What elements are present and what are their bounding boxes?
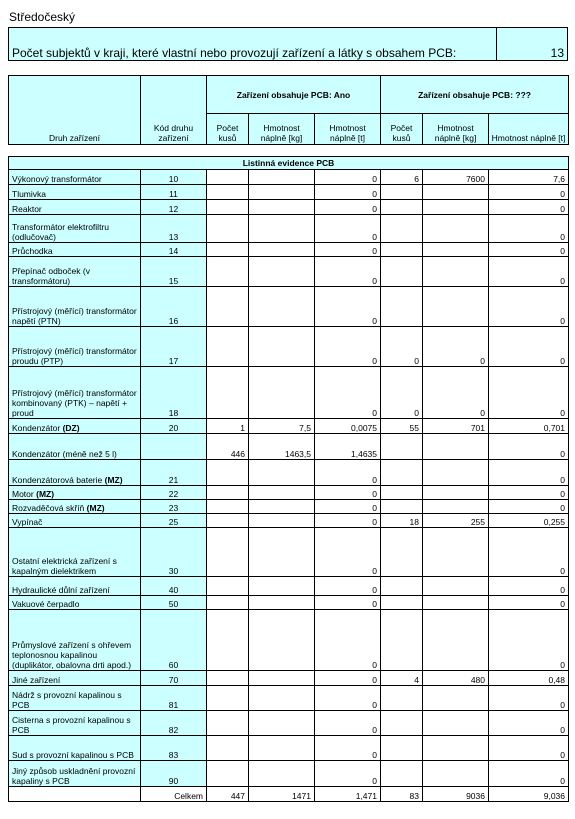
unknown-weight-t: 0 [489,686,569,711]
unknown-weight-kg [423,711,489,736]
unknown-weight-kg: 7600 [423,170,489,185]
unknown-weight-kg [423,200,489,215]
device-code [141,434,207,460]
table-row [9,185,569,200]
total-yes-count: 447 [207,787,249,802]
unknown-weight-kg [423,596,489,610]
table-row [9,577,569,596]
unknown-weight-kg [423,486,489,500]
unknown-weight-kg [423,287,489,327]
unknown-weight-t: 0 [489,460,569,486]
device-name [9,287,141,327]
yes-weight-kg [249,243,315,257]
yes-weight-kg [249,514,315,528]
unknown-weight-kg: 701 [423,419,489,434]
device-code: 11 [141,185,207,200]
unknown-weight-t: 0 [489,500,569,514]
total-label: Celkem [141,787,207,802]
device-name-text: Hydraulické důlní zařízení [12,585,110,595]
device-category-tag: (MZ) [36,489,55,499]
device-name-text: Kondenzátor [12,423,61,433]
device-name-text: Kondenzátorová baterie [12,475,103,485]
yes-weight-kg: 1463,5 [249,434,315,460]
unknown-weight-t: 0 [489,243,569,257]
yes-count [207,170,249,185]
total-row [9,787,569,802]
yes-weight-kg [249,327,315,367]
unknown-weight-kg [423,434,489,460]
table-row [9,486,569,500]
yes-count [207,671,249,686]
yes-weight-kg [249,367,315,419]
unknown-weight-t: 0 [489,257,569,287]
unknown-weight-t: 0 [489,327,569,367]
table-row [9,610,569,671]
table-row [9,460,569,486]
yes-count [207,243,249,257]
device-code: 30 [141,528,207,577]
device-name-text: Přístrojový (měřící) transformátor proudu (PTP) [12,346,137,366]
unknown-weight-kg: 480 [423,671,489,686]
unknown-count [381,486,423,500]
device-name [9,577,141,596]
header-unknown-weight-kg: Hmotnost náplně [kg] [423,114,489,145]
device-name-text: Transformátor elektrofiltru (odlučovač) [12,222,109,242]
table-row [9,327,569,367]
table-row [9,170,569,185]
yes-weight-kg [249,761,315,787]
device-name-text: Průmyslové zařízení s ohřevem teplonosnou kapalinou (duplikátor, obalovna drti apod.) [12,640,132,670]
unknown-weight-t: 0 [489,528,569,577]
device-name [9,711,141,736]
yes-weight-kg [249,287,315,327]
device-name [9,460,141,486]
device-name [9,514,141,528]
yes-count: 446 [207,434,249,460]
device-name-text: Jiné zařízení [12,675,61,685]
unknown-weight-t: 0,48 [489,671,569,686]
yes-count [207,486,249,500]
device-category-tag: (DZ) [62,423,80,433]
device-code: 14 [141,243,207,257]
table-row [9,215,569,243]
device-name-text: Výkonový transformátor [12,174,102,184]
yes-count [207,596,249,610]
yes-count [207,514,249,528]
yes-weight-t: 0 [315,610,381,671]
yes-count [207,185,249,200]
device-name-text: Tlumivka [12,189,47,199]
yes-count [207,577,249,596]
device-name-text: Přístrojový (měřící) transformátor napětí (PTN) [12,306,137,326]
unknown-weight-kg [423,686,489,711]
yes-weight-kg [249,528,315,577]
table-row [9,500,569,514]
table-row [9,711,569,736]
unknown-weight-t: 0 [489,215,569,243]
device-code: 23 [141,500,207,514]
unknown-count: 0 [381,327,423,367]
yes-weight-kg [249,596,315,610]
device-name-text: Průchodka [12,246,53,256]
device-code: 83 [141,736,207,761]
unknown-weight-t: 0 [489,711,569,736]
yes-weight-t: 0 [315,736,381,761]
device-code: 22 [141,486,207,500]
device-name-text: Cisterna s provozní kapalinou s PCB [12,715,131,735]
unknown-weight-kg [423,736,489,761]
device-name [9,185,141,200]
device-name [9,736,141,761]
unknown-weight-kg: 0 [423,327,489,367]
section-title: Listinná evidence PCB [9,157,569,170]
yes-weight-t: 0,0075 [315,419,381,434]
unknown-weight-kg [423,528,489,577]
yes-weight-t: 0 [315,671,381,686]
unknown-weight-t: 0 [489,434,569,460]
device-name [9,500,141,514]
device-code: 18 [141,367,207,419]
yes-weight-t: 0 [315,287,381,327]
table-row [9,528,569,577]
device-name-text: Vakuové čerpadlo [12,599,80,609]
unknown-count [381,243,423,257]
yes-weight-t: 0 [315,327,381,367]
yes-weight-kg [249,486,315,500]
yes-weight-t: 0 [315,215,381,243]
device-name [9,610,141,671]
yes-weight-t: 0 [315,500,381,514]
device-name [9,215,141,243]
unknown-weight-kg [423,215,489,243]
yes-weight-t: 0 [315,514,381,528]
device-code: 13 [141,215,207,243]
unknown-count [381,596,423,610]
yes-weight-t: 0 [315,596,381,610]
yes-weight-kg [249,736,315,761]
yes-weight-t: 0 [315,761,381,787]
yes-weight-t: 0 [315,460,381,486]
device-name [9,257,141,287]
header-group-unknown: Zařízení obsahuje PCB: ??? [381,76,569,114]
device-name-text: Sud s provozní kapalinou s PCB [12,750,134,760]
device-name [9,434,141,460]
yes-count [207,711,249,736]
device-name-text: Rozvaděčová skříň [12,503,85,513]
unknown-weight-kg [423,185,489,200]
yes-count: 1 [207,419,249,434]
unknown-weight-t: 0 [489,287,569,327]
pcb-data-table [8,156,569,802]
device-name-text: Nádrž s provozní kapalinou s PCB [12,690,122,710]
table-row [9,686,569,711]
unknown-count [381,287,423,327]
unknown-weight-t: 0 [489,200,569,215]
table-row [9,367,569,419]
yes-weight-t: 0 [315,185,381,200]
unknown-count [381,200,423,215]
device-name [9,761,141,787]
table-row [9,596,569,610]
yes-weight-t: 0 [315,711,381,736]
unknown-count [381,528,423,577]
device-category-tag: (MZ) [86,503,105,513]
yes-count [207,736,249,761]
device-name-text: Reaktor [12,204,42,214]
yes-count [207,367,249,419]
yes-weight-t: 0 [315,486,381,500]
yes-weight-kg [249,711,315,736]
table-row [9,419,569,434]
device-code: 70 [141,671,207,686]
yes-count [207,215,249,243]
unknown-count [381,257,423,287]
summary-value: 13 [497,28,568,61]
unknown-count [381,500,423,514]
unknown-weight-kg [423,460,489,486]
device-name [9,419,141,434]
device-code: 10 [141,170,207,185]
table-row [9,761,569,787]
yes-count [207,761,249,787]
unknown-weight-kg [423,243,489,257]
table-row [9,736,569,761]
unknown-count [381,434,423,460]
yes-count [207,460,249,486]
yes-weight-t: 1,4635 [315,434,381,460]
header-group-yes: Zařízení obsahuje PCB: Ano [207,76,381,114]
unknown-weight-kg [423,257,489,287]
unknown-count: 0 [381,367,423,419]
yes-weight-kg: 7,5 [249,419,315,434]
header-yes-count: Počet kusů [207,114,249,145]
yes-count [207,287,249,327]
yes-count [207,528,249,577]
yes-count [207,327,249,367]
unknown-weight-kg [423,761,489,787]
device-code: 90 [141,761,207,787]
yes-weight-t: 0 [315,528,381,577]
unknown-count [381,460,423,486]
yes-weight-kg [249,610,315,671]
column-header-table [8,75,569,145]
device-name-text: Motor [12,489,34,499]
unknown-count [381,686,423,711]
summary-label: Počet subjektů v kraji, které vlastní nebo provozují zařízení a látky s obsahem PCB: [9,28,497,61]
unknown-weight-kg [423,577,489,596]
unknown-count [381,215,423,243]
unknown-count: 55 [381,419,423,434]
device-name [9,596,141,610]
unknown-weight-t: 0 [489,610,569,671]
device-name [9,327,141,367]
yes-weight-t: 0 [315,257,381,287]
yes-count [207,200,249,215]
table-row [9,287,569,327]
device-code: 16 [141,287,207,327]
header-yes-weight-kg: Hmotnost náplně [kg] [249,114,315,145]
unknown-weight-kg [423,610,489,671]
table-row [9,257,569,287]
yes-weight-t: 0 [315,577,381,596]
unknown-weight-t: 0 [489,577,569,596]
total-yes-weight-t: 1,471 [315,787,381,802]
device-code: 25 [141,514,207,528]
device-name [9,170,141,185]
yes-weight-t: 0 [315,243,381,257]
header-code: Kód druhu zařízení [141,76,207,145]
device-code: 17 [141,327,207,367]
yes-weight-t: 0 [315,170,381,185]
unknown-weight-t: 0 [489,736,569,761]
header-device-type: Druh zařízení [9,76,141,145]
unknown-count: 6 [381,170,423,185]
yes-count [207,257,249,287]
device-name [9,486,141,500]
unknown-count: 4 [381,671,423,686]
region-title: Středočeský [9,10,76,24]
device-name-text: Přístrojový (měřící) transformátor kombinovaný (PTK) – napětí + proud [12,388,137,418]
total-unknown-weight-t: 9,036 [489,787,569,802]
yes-weight-kg [249,215,315,243]
unknown-weight-kg: 255 [423,514,489,528]
unknown-count [381,761,423,787]
device-name [9,686,141,711]
unknown-count [381,711,423,736]
header-unknown-weight-t: Hmotnost náplně [t] [489,114,569,145]
yes-weight-t: 0 [315,367,381,419]
yes-weight-kg [249,460,315,486]
device-name-text: Jiný způsob uskladnění provozní kapaliny s PCB [12,766,136,786]
unknown-weight-kg [423,500,489,514]
unknown-count [381,610,423,671]
total-yes-weight-kg: 1471 [249,787,315,802]
table-row [9,200,569,215]
unknown-weight-t: 0 [489,596,569,610]
yes-weight-kg [249,200,315,215]
total-unknown-weight-kg: 9036 [423,787,489,802]
yes-count [207,500,249,514]
device-code: 82 [141,711,207,736]
yes-count [207,610,249,671]
device-code: 21 [141,460,207,486]
table-row [9,671,569,686]
device-code: 15 [141,257,207,287]
unknown-count [381,185,423,200]
device-name-text: Ostatní elektrická zařízení s kapalným dielektrikem [12,556,117,576]
header-unknown-count: Počet kusů [381,114,423,145]
unknown-weight-t: 0 [489,185,569,200]
yes-weight-kg [249,170,315,185]
yes-weight-kg [249,500,315,514]
device-code: 20 [141,419,207,434]
yes-weight-kg [249,671,315,686]
device-name [9,367,141,419]
device-category-tag: (MZ) [104,475,123,485]
yes-weight-t: 0 [315,686,381,711]
unknown-weight-t: 0,701 [489,419,569,434]
device-code: 12 [141,200,207,215]
unknown-count [381,736,423,761]
unknown-weight-t: 0 [489,367,569,419]
table-row [9,434,569,460]
device-name [9,671,141,686]
total-blank-cell [9,787,141,802]
data-body [9,157,569,802]
device-name-text: Přepínač odboček (v transformátoru) [12,266,90,286]
device-code: 60 [141,610,207,671]
summary-table [8,27,568,61]
table-row [9,514,569,528]
unknown-count [381,577,423,596]
device-name [9,528,141,577]
unknown-weight-kg: 0 [423,367,489,419]
table-row [9,243,569,257]
yes-weight-kg [249,686,315,711]
yes-weight-kg [249,577,315,596]
device-name [9,243,141,257]
device-name-text: Kondenzátor (méně než 5 l) [12,449,117,459]
yes-weight-kg [249,257,315,287]
unknown-weight-t: 0,255 [489,514,569,528]
device-code: 40 [141,577,207,596]
device-code: 50 [141,596,207,610]
unknown-count: 18 [381,514,423,528]
total-unknown-count: 83 [381,787,423,802]
unknown-weight-t: 0 [489,486,569,500]
yes-weight-t: 0 [315,200,381,215]
device-name [9,200,141,215]
unknown-weight-t: 0 [489,761,569,787]
yes-weight-kg [249,185,315,200]
yes-count [207,686,249,711]
device-name-text: Vypínač [12,517,43,527]
unknown-weight-t: 7,6 [489,170,569,185]
device-code: 81 [141,686,207,711]
header-yes-weight-t: Hmotnost náplně [t] [315,114,381,145]
